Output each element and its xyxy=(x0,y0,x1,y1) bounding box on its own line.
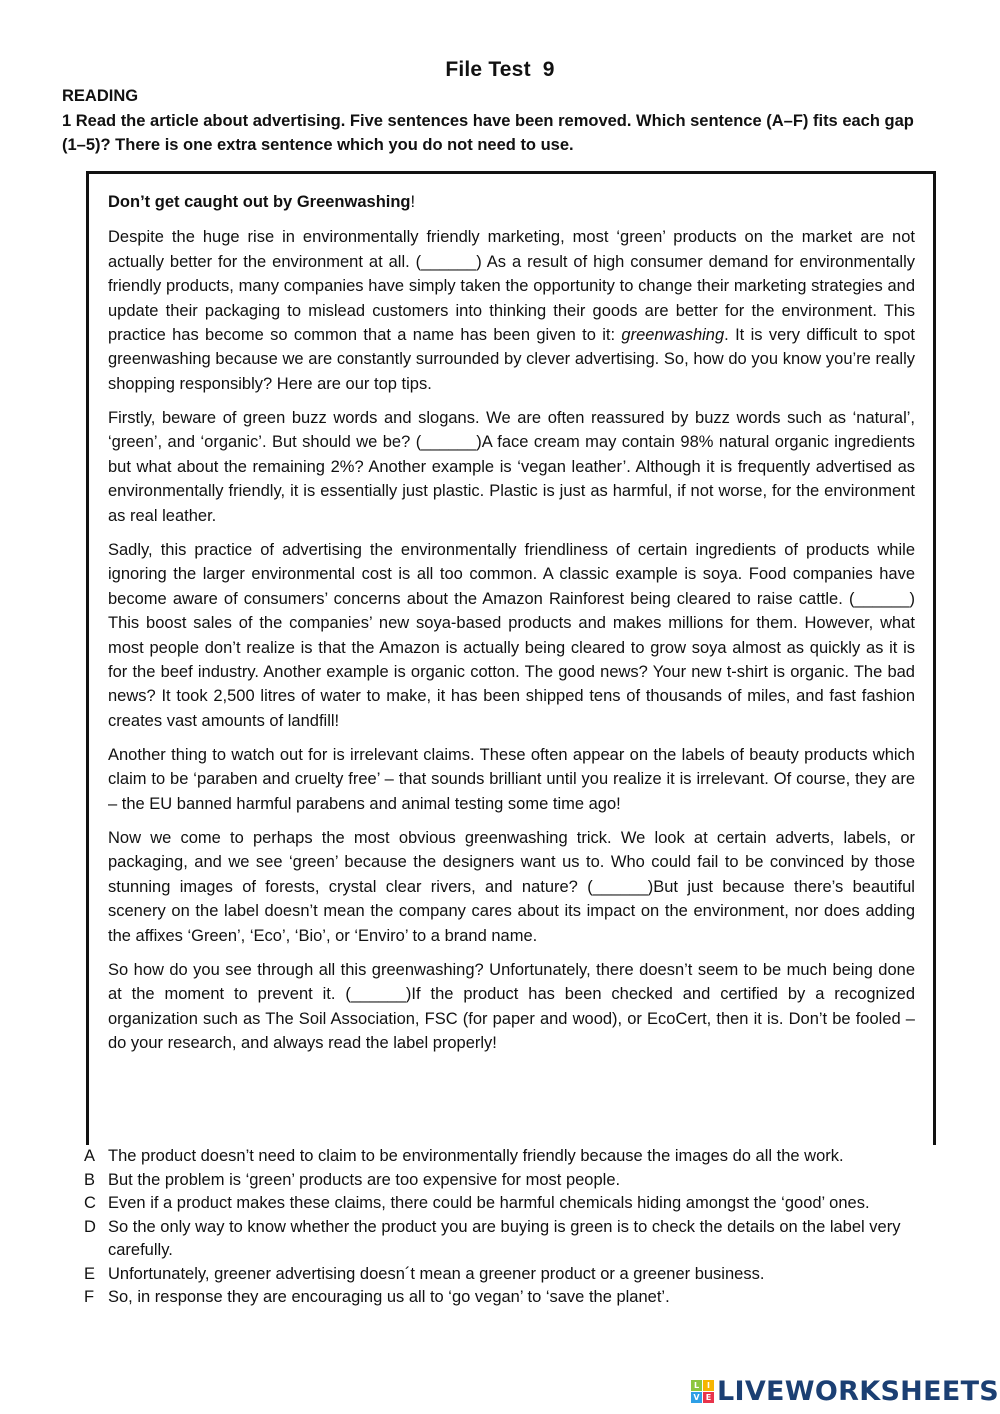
paragraph-text: But just because there’s beautiful scenery on the label doesn’t mean the company cares about its impact on the environment, nor does adding the affixes ‘Green’, ‘Eco’, ‘Bio’, or ‘Enviro’ to a brand name. xyxy=(108,877,915,945)
paragraph-text: Sadly, this practice of advertising the environmentally friendliness of certain ingredients of products while ignoring the larger environmental cost is all too common. A classic example is soya. Food companies have become aware of consumers’ concerns about the Amazon Rainforest being cleared to raise cattle. xyxy=(108,540,915,608)
paragraph-6 xyxy=(108,958,915,1056)
page-title xyxy=(0,58,1000,82)
headline-suffix: ! xyxy=(410,193,416,211)
paragraph-text: So how do you see through all this greenwashing? Unfortunately, there doesn’t seem to be much being done at the moment to prevent it. xyxy=(108,960,915,1004)
option-letter: B xyxy=(84,1170,96,1189)
gap-2[interactable]: (______) xyxy=(415,433,482,452)
paragraph-text: Now we come to perhaps the most obvious greenwashing trick. We look at certain adverts, labels, or packaging, and we see ‘green’ because the designers want us to. Who could fail to be convinced by those stunning images of forests, crystal clear rivers, and nature? xyxy=(108,828,915,896)
logo-block-i: I xyxy=(703,1380,714,1391)
section-heading: READING xyxy=(62,87,139,105)
gap-1[interactable]: (______) xyxy=(415,252,482,271)
logo-block-v: V xyxy=(691,1392,702,1403)
paragraph-text: If the product has been checked and certified by a recognized organization such as The Soil Association, FSC (for paper and wood), or EcoCert, then it is. Don’t be fooled – do your research, and always read the label properly! xyxy=(108,985,915,1052)
paragraph-text: Another thing to watch out for is irrelevant claims. These often appear on the labels of beauty products which claim to be ‘paraben and cruelty free’ – that sounds brilliant until you realize it is irrelevant. Of course, they are – the EU banned harmful parabens and animal testing some time ago! xyxy=(108,745,915,813)
option-text: So, in response they are encouraging us all to ‘go vegan’ to ‘save the planet’. xyxy=(108,1288,670,1306)
gap-4[interactable]: (______) xyxy=(587,877,654,896)
paragraph-text: Despite the huge rise in environmentally friendly marketing, most ‘green’ products on the market are not actually better for the environment at all. xyxy=(108,228,915,271)
option-letter: A xyxy=(84,1147,96,1165)
test-number: 9 xyxy=(542,58,555,81)
gap-3[interactable]: (______) xyxy=(848,589,915,608)
answer-options xyxy=(84,1145,964,1310)
option-f xyxy=(84,1286,964,1310)
option-b xyxy=(84,1169,964,1193)
option-text: So the only way to know whether the product you are buying is green is to check the details on the label very carefully. xyxy=(108,1217,901,1259)
option-text: The product doesn’t need to claim to be environmentally friendly because the images do all the work. xyxy=(108,1147,844,1165)
logo-text: LIVEWORKSHEETS xyxy=(717,1376,1000,1407)
logo-block-e: E xyxy=(703,1392,714,1403)
option-letter: D xyxy=(84,1217,96,1236)
liveworksheets-logo xyxy=(691,1376,999,1407)
article xyxy=(108,190,915,1065)
article-headline xyxy=(108,190,915,214)
option-letter: C xyxy=(84,1194,96,1212)
option-a xyxy=(84,1145,964,1169)
paragraph-5 xyxy=(108,826,915,948)
paragraph-text: As a result of high consumer demand for environmentally friendly products, many companies have simply taken the opportunity to change their marketing strategies and update their packaging to mislead customers into thinking their goods are better for the environment. This practice has become so common that a name has been given to it: xyxy=(108,252,915,345)
option-letter: E xyxy=(84,1264,96,1283)
paragraph-text: . It is very difficult to spot greenwashing because we are constantly surrounded by clever advertising. So, how do you know you’re really shopping responsibly? Here are our top tips. xyxy=(108,326,915,393)
option-c xyxy=(84,1192,964,1216)
headline-text: Don’t get caught out by Greenwashing xyxy=(108,193,411,211)
option-letter: F xyxy=(84,1288,95,1306)
live-blocks-icon xyxy=(691,1380,714,1403)
instructions: 1 Read the article about advertising. Five sentences have been removed. Which sentence (A–F) fits each gap (1–5)? There is one extra sentence which you do not need to use. xyxy=(62,112,914,154)
option-text: Even if a product makes these claims, there could be harmful chemicals hiding amongst the ‘good’ ones. xyxy=(108,1194,870,1212)
paragraph-2 xyxy=(108,406,915,528)
option-text: Unfortunately, greener advertising doesn´t mean a greener product or a greener business. xyxy=(108,1264,765,1283)
paragraph-4 xyxy=(108,743,915,816)
option-e xyxy=(84,1263,964,1287)
title-text: File Test xyxy=(445,58,531,81)
option-text: But the problem is ‘green’ products are too expensive for most people. xyxy=(108,1170,621,1189)
paragraph-text: A face cream may contain 98% natural organic ingredients but what about the remaining 2%? Another example is ‘vegan leather’. Although it is frequently advertised as environmentally friendly, it is essentially just plastic. Plastic is just as harmful, if not worse, for the environment as real leather. xyxy=(108,433,915,525)
italic-term: greenwashing xyxy=(621,326,725,345)
logo-block-l: L xyxy=(691,1380,702,1391)
paragraph-text: Firstly, beware of green buzz words and slogans. We are often reassured by buzz words such as ‘natural’, ‘green’, and ‘organic’. But should we be? xyxy=(108,409,915,452)
gap-5[interactable]: (______) xyxy=(345,985,412,1004)
paragraph-3 xyxy=(108,538,915,733)
paragraph-1 xyxy=(108,225,915,396)
option-d xyxy=(84,1216,964,1263)
paragraph-text: This boost sales of the companies’ new soya-based products and makes millions for them. However, what most people don’t realize is that the Amazon is actually being cleared to grow soya almost as quickly as it is for the beef industry. Another example is organic cotton. The good news? Your new t-shirt is organic. The bad news? It took 2,500 litres of water to make, it has been shipped tens of thousands of miles, and fast fashion creates vast amounts of landfill! xyxy=(108,614,915,730)
